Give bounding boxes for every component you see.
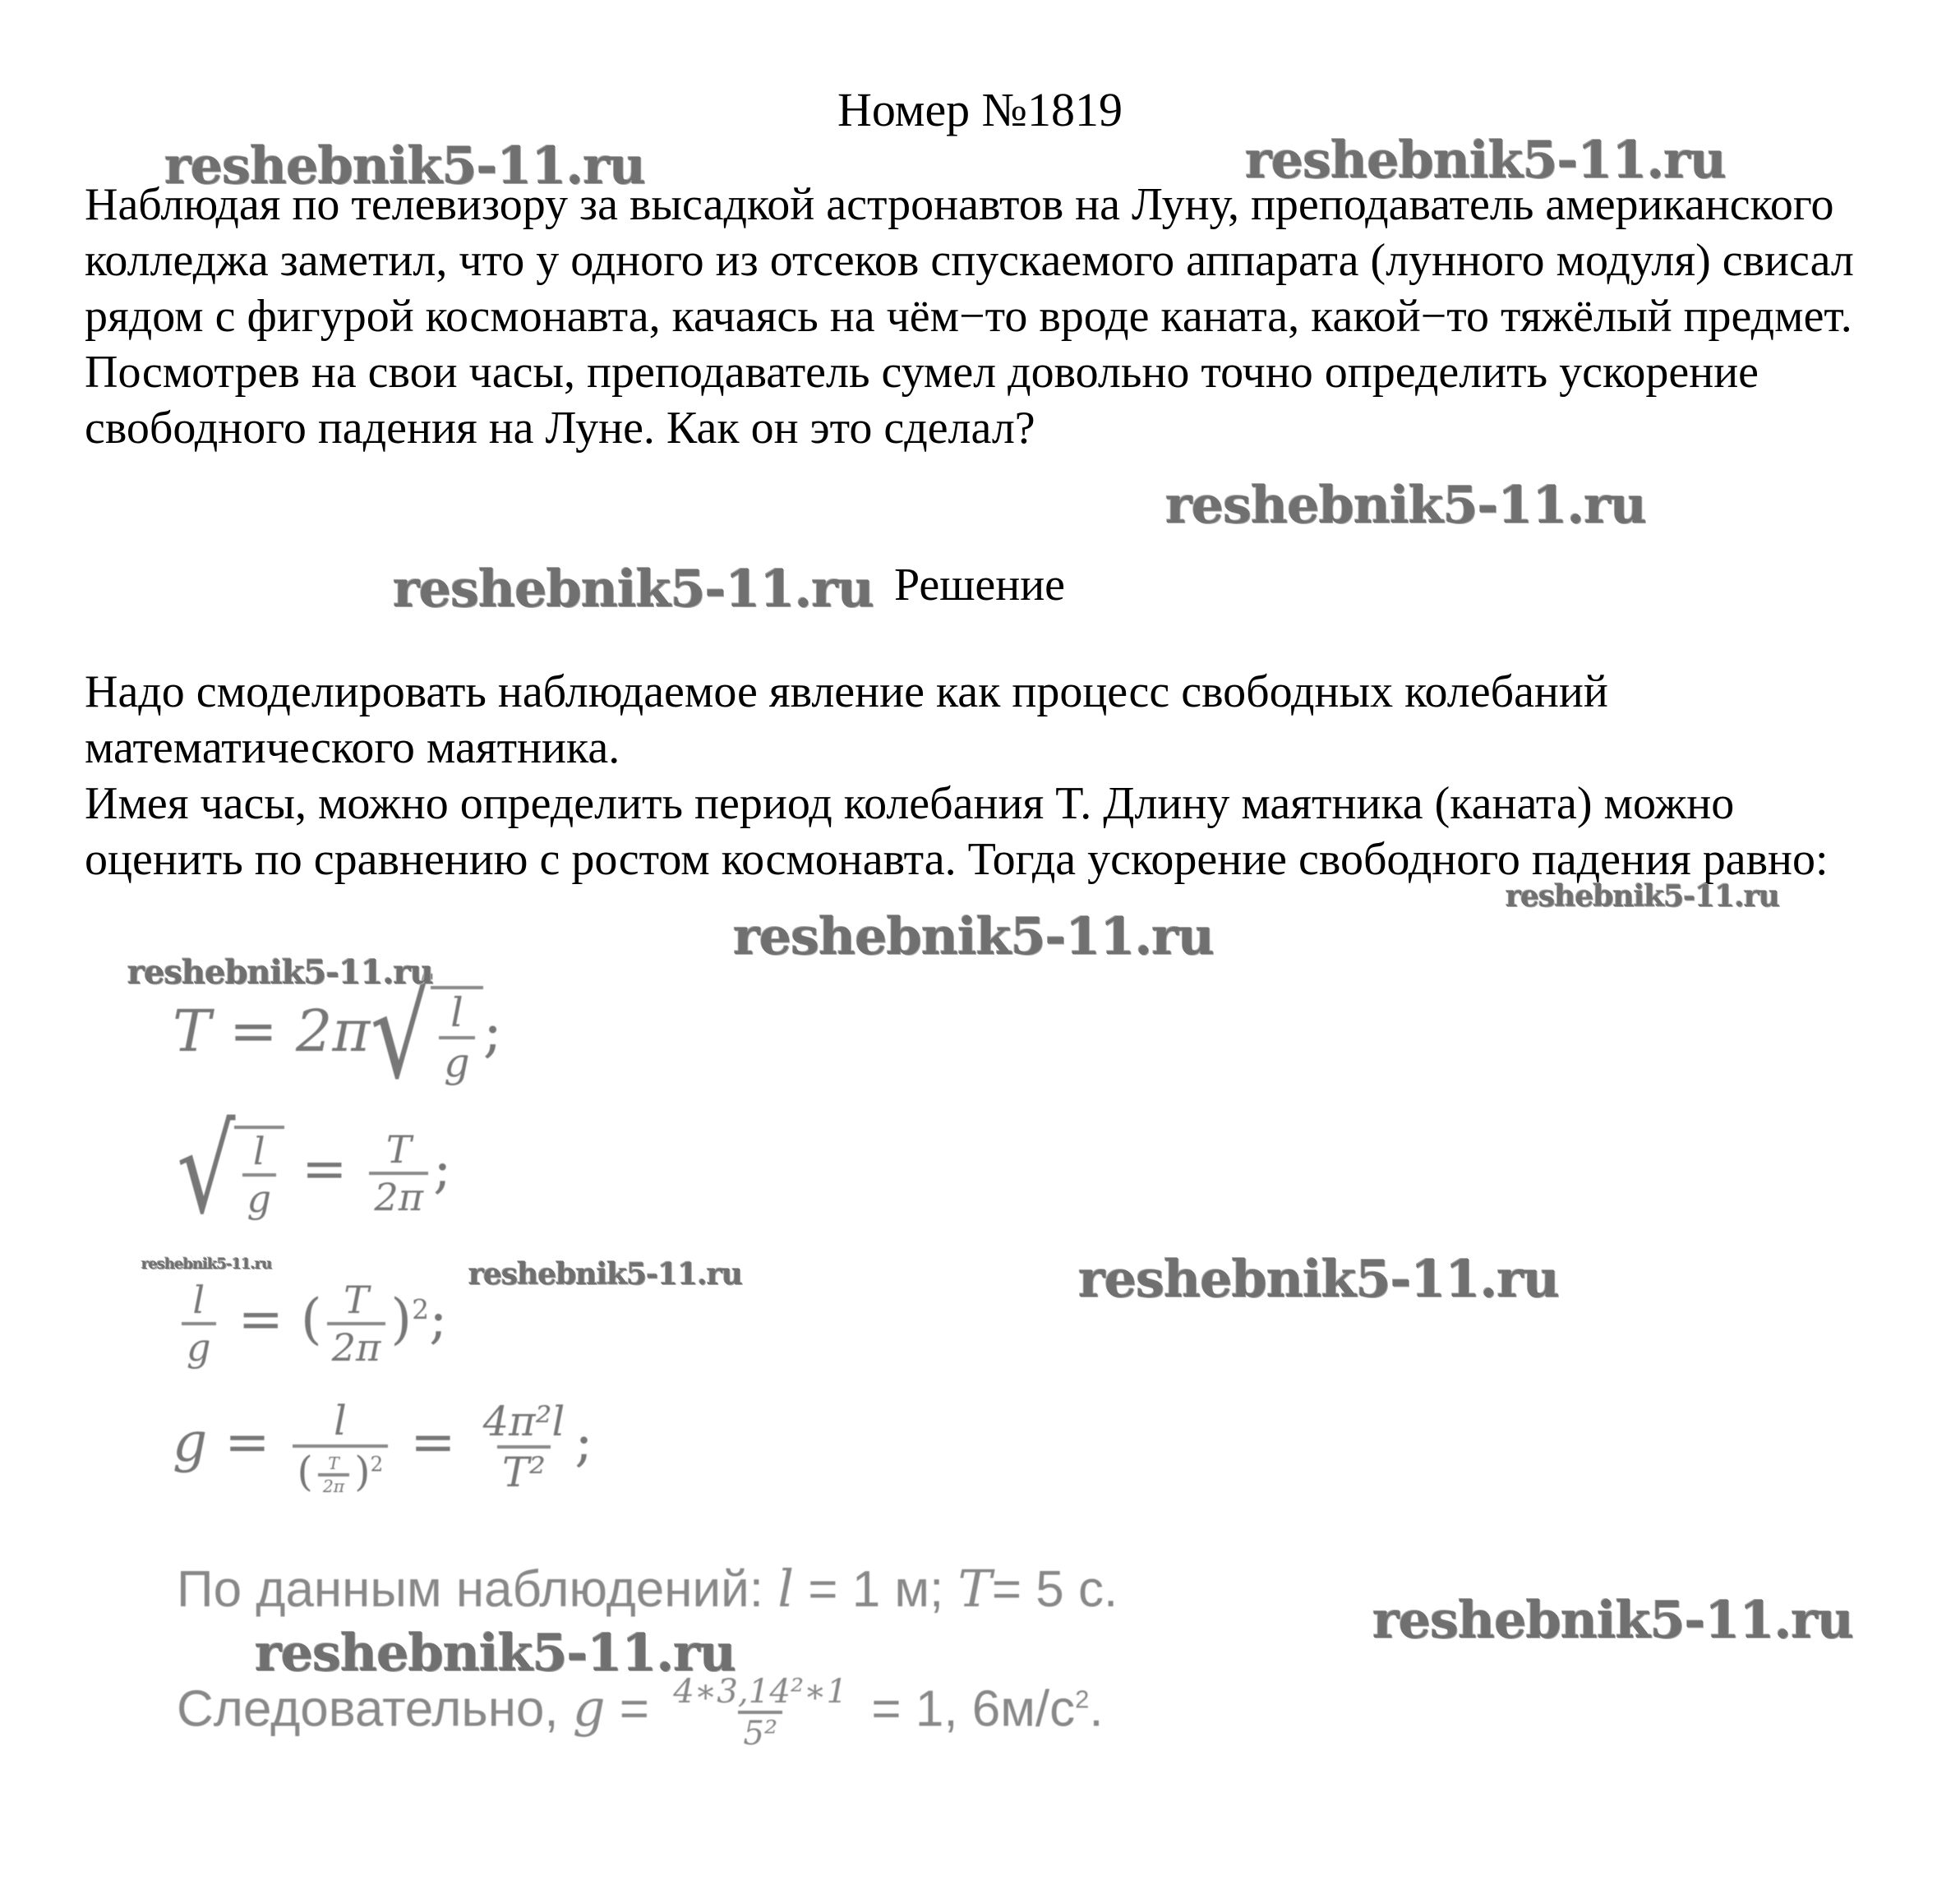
frac-numerator: l [333, 1397, 347, 1444]
frac-numerator: l [252, 1129, 265, 1173]
frac-numerator: l [192, 1278, 205, 1322]
fraction [293, 1397, 389, 1496]
page-title: Номер №1819 [837, 83, 1123, 136]
fraction [369, 1127, 428, 1219]
watermark: reshebnik5-11.ru [733, 906, 1214, 966]
length-symbol: l [777, 1559, 795, 1619]
formula-sqrt-ratio [177, 1101, 452, 1241]
equals-open-paren: = ( [238, 1288, 322, 1351]
watermark: reshebnik5-11.ru [1245, 130, 1726, 190]
watermark: reshebnik5-11.ru [141, 1255, 272, 1273]
watermark: reshebnik5-11.ru [164, 136, 645, 196]
equals-sign: = [410, 1410, 456, 1474]
frac-denominator: 2π [369, 1172, 428, 1219]
watermark: reshebnik5-11.ru [1372, 1590, 1853, 1650]
fraction [327, 1278, 386, 1370]
frac-denominator: g [182, 1322, 216, 1370]
frac-denominator: 5² [738, 1711, 782, 1753]
solution-paragraph: Надо смоделировать наблюдаемое явление как процесс свободных колебаний математического маятника. [85, 666, 1608, 773]
formula-end: ; [482, 997, 503, 1065]
frac-denominator: ( $\frac{T}{2\pi}$ )$^2$ [293, 1444, 389, 1496]
conclusion-end: . [1089, 1680, 1104, 1738]
frac-numerator: l [450, 989, 463, 1036]
watermark: reshebnik5-11.ru [468, 1257, 742, 1292]
formula-lhs: T = 2π [173, 997, 371, 1065]
fraction [182, 1278, 216, 1370]
exponent: 2 [1075, 1684, 1090, 1714]
equals-sign: = [302, 1137, 348, 1200]
formula-end: ; [433, 1137, 452, 1200]
watermark: reshebnik5-11.ru [393, 559, 874, 619]
formula-end: ; [429, 1288, 448, 1351]
watermark: reshebnik5-11.ru [127, 953, 433, 992]
fraction [668, 1672, 852, 1753]
formula-ratio-squared [177, 1278, 447, 1370]
sqrt-expression: √ $\frac{l}{g}$ [370, 986, 482, 1086]
equals-sign: = [605, 1680, 664, 1738]
conclusion-prefix: Следовательно, [177, 1680, 573, 1738]
conclusion [177, 1672, 1104, 1753]
watermark: reshebnik5-11.ru [1506, 879, 1779, 914]
watermark: reshebnik5-11.ru [255, 1623, 736, 1683]
period-value: = 5 с. [991, 1561, 1118, 1618]
period-symbol: T [957, 1559, 992, 1619]
frac-numerator: T [344, 1278, 369, 1322]
frac-denominator: 2π [327, 1322, 386, 1370]
close-paren: ) [390, 1288, 413, 1351]
exponent: 2 [412, 1293, 430, 1325]
sqrt-expression: √ $\frac{l}{g}$ [177, 1126, 284, 1221]
frac-numerator: 4∗3,14²∗1 [673, 1672, 848, 1711]
frac-denominator: g [242, 1173, 277, 1221]
watermark: reshebnik5-11.ru [1078, 1249, 1559, 1309]
given-values [177, 1559, 1118, 1619]
watermark: reshebnik5-11.ru [1165, 475, 1646, 535]
frac-denominator: g [439, 1036, 474, 1086]
formula-g [173, 1397, 593, 1496]
length-value: = 1 м; [794, 1561, 958, 1618]
problem-statement: Наблюдая по телевизору за высадкой астронавтов на Луну, преподаватель американского колледжа заметил, что у одного из отсеков спускаемого аппарата (лунного модуля) свисал рядом с фигурой космонавта, качаясь на чём−то вроде каната, какой−то тяжёлый предмет. Посмотрев на свои часы, преподаватель сумел довольно точно определить ускорение свободного падения на Луне. Как он это сделал? [85, 179, 1854, 454]
formula-lhs: g = [173, 1410, 270, 1474]
given-prefix: По данным наблюдений: [177, 1561, 778, 1618]
fraction [478, 1398, 570, 1496]
solution-paragraph: Имея часы, можно определить период колебания T. Длину маятника (каната) можно оценить по сравнению с ростом космонавта. Тогда ускорение свободного падения равно: [85, 778, 1829, 885]
solution-heading: Решение [894, 560, 1066, 610]
g-symbol: g [572, 1678, 606, 1739]
solution-text [85, 664, 1893, 887]
frac-denominator: T² [497, 1445, 551, 1496]
result-value: = 1, 6м/с [857, 1680, 1076, 1738]
frac-numerator: 4π²l [482, 1397, 565, 1445]
formula-end: ; [574, 1410, 593, 1474]
frac-numerator: T [385, 1127, 412, 1172]
